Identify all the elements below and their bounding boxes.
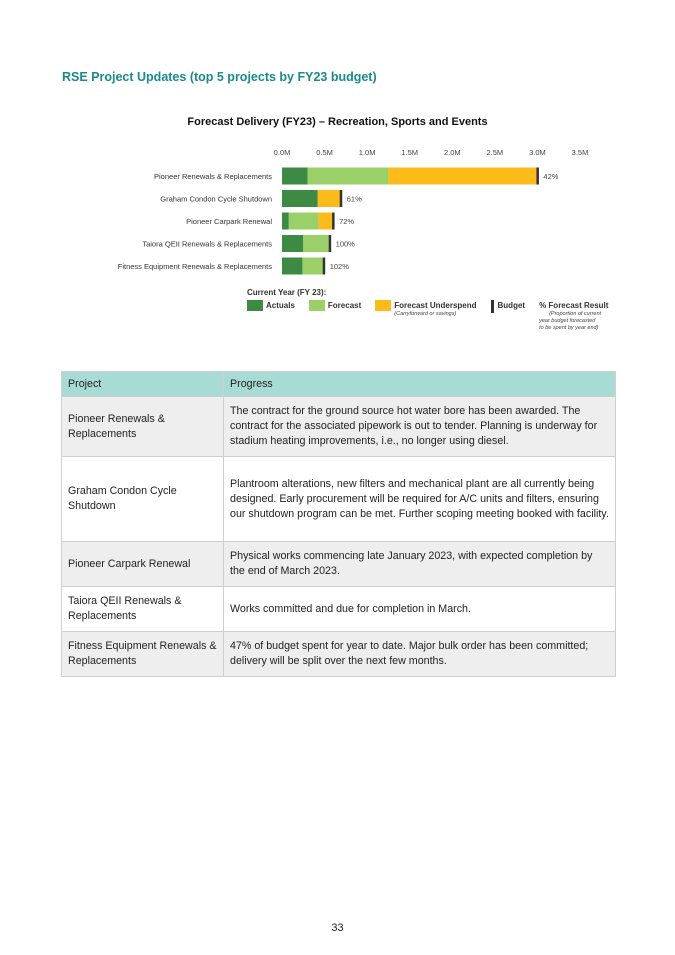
bar-segment-forecast-underspend <box>319 213 333 230</box>
project-column-header: Project <box>62 372 224 397</box>
budget-marker <box>536 168 539 185</box>
bar-segment-forecast <box>289 213 319 230</box>
percent-label: 42% <box>543 172 559 181</box>
legend-result-label: % Forecast Result <box>539 301 609 310</box>
bar-segment-forecast <box>303 235 329 252</box>
budget-marker <box>323 258 326 275</box>
percent-label: 72% <box>339 217 355 226</box>
legend-budget <box>491 300 526 313</box>
legend-result-note-1: (Proportion of current <box>549 311 602 317</box>
progress-cell: 47% of budget spent for year to date. Major bulk order has been committed; delivery will be split over the next few months. <box>224 632 616 677</box>
progress-cell: The contract for the ground source hot water bore has been awarded. The contract for the associated pipework is out to tender. Planning is underway for stadium heating improvements, i.e., no longer using diesel. <box>224 397 616 457</box>
table-row <box>62 457 616 542</box>
table-row <box>62 632 616 677</box>
bar-segment-forecast <box>308 168 389 185</box>
x-tick-label: 3.5M <box>571 148 589 157</box>
bar-segment-forecast <box>302 258 323 275</box>
project-progress-table <box>61 371 616 677</box>
section-heading: RSE Project Updates (top 5 projects by FY23 budget) <box>62 70 377 84</box>
legend-result-note-2: year budget forecasted <box>539 318 596 324</box>
budget-marker <box>332 213 335 230</box>
legend-actuals-label: Actuals <box>266 301 295 310</box>
progress-cell: Physical works commencing late January 2023, with expected completion by the end of March 2023. <box>224 542 616 587</box>
bar-segment-forecast-underspend <box>388 168 537 185</box>
bar-segment-actuals <box>282 168 308 185</box>
table-row <box>62 397 616 457</box>
table-row <box>62 587 616 632</box>
bar-segment-actuals <box>282 258 302 275</box>
x-tick-label: 1.0M <box>358 148 376 157</box>
x-tick-label: 0.5M <box>316 148 333 157</box>
progress-cell: Works committed and due for completion in March. <box>224 587 616 632</box>
category-label: Graham Condon Cycle Shutdown <box>160 194 272 204</box>
percent-label: 102% <box>329 262 349 271</box>
project-cell: Graham Condon Cycle Shutdown <box>62 457 224 542</box>
legend-underspend <box>375 300 476 318</box>
project-cell: Taiora QEII Renewals & Replacements <box>62 587 224 632</box>
project-cell: Pioneer Carpark Renewal <box>62 542 224 587</box>
progress-cell: Plantroom alterations, new filters and mechanical plant are all currently being designed. Early procurement will be required for A/C units and filters, ensuring our shutdown program can be met. Further scoping meeting booked with facility. <box>224 457 616 542</box>
x-tick-label: 2.5M <box>486 148 504 157</box>
x-tick-label: 3.0M <box>529 148 546 157</box>
legend-heading: Current Year (FY 23): <box>247 288 327 297</box>
underspend-swatch <box>375 300 391 311</box>
page-number: 33 <box>331 922 344 934</box>
progress-column-header: Progress <box>224 372 616 397</box>
category-label: Taiora QEII Renewals & Replacements <box>142 239 272 249</box>
category-label: Fitness Equipment Renewals & Replacements <box>117 262 272 271</box>
table-header-row <box>62 372 616 397</box>
forecast-swatch <box>309 300 325 311</box>
bar-segment-actuals <box>282 190 318 207</box>
legend-underspend-note: (Carryforward or savings) <box>394 311 457 317</box>
x-tick-label: 2.0M <box>443 148 461 157</box>
budget-swatch <box>491 300 494 313</box>
legend-forecast-label: Forecast <box>327 301 362 310</box>
x-tick-label: 0.0M <box>273 148 291 157</box>
category-label: Pioneer Renewals & Replacements <box>154 172 272 181</box>
legend-result-note-3: to be spent by year end) <box>539 325 599 331</box>
chart-title: Forecast Delivery (FY23) – Recreation, Sports and Events <box>187 116 488 128</box>
percent-label: 61% <box>346 194 362 204</box>
budget-marker <box>340 190 343 207</box>
bar-segment-actuals <box>282 235 303 252</box>
category-label: Pioneer Carpark Renewal <box>186 217 272 226</box>
bar-segment-actuals <box>282 213 289 230</box>
project-cell: Fitness Equipment Renewals & Replacements <box>62 632 224 677</box>
actuals-swatch <box>247 300 263 311</box>
legend-underspend-label: Forecast Underspend <box>394 301 477 310</box>
bar-segment-forecast-underspend <box>318 190 342 207</box>
project-cell: Pioneer Renewals & Replacements <box>62 397 224 457</box>
legend-budget-label: Budget <box>497 301 526 310</box>
legend-actuals <box>247 300 295 311</box>
forecast-delivery-chart <box>0 140 675 285</box>
budget-marker <box>329 235 332 252</box>
percent-label: 100% <box>335 239 355 249</box>
legend-forecast <box>309 300 361 311</box>
legend-result <box>539 300 608 332</box>
chart-legend <box>247 288 622 332</box>
x-tick-label: 1.5M <box>401 148 419 157</box>
table-row <box>62 542 616 587</box>
